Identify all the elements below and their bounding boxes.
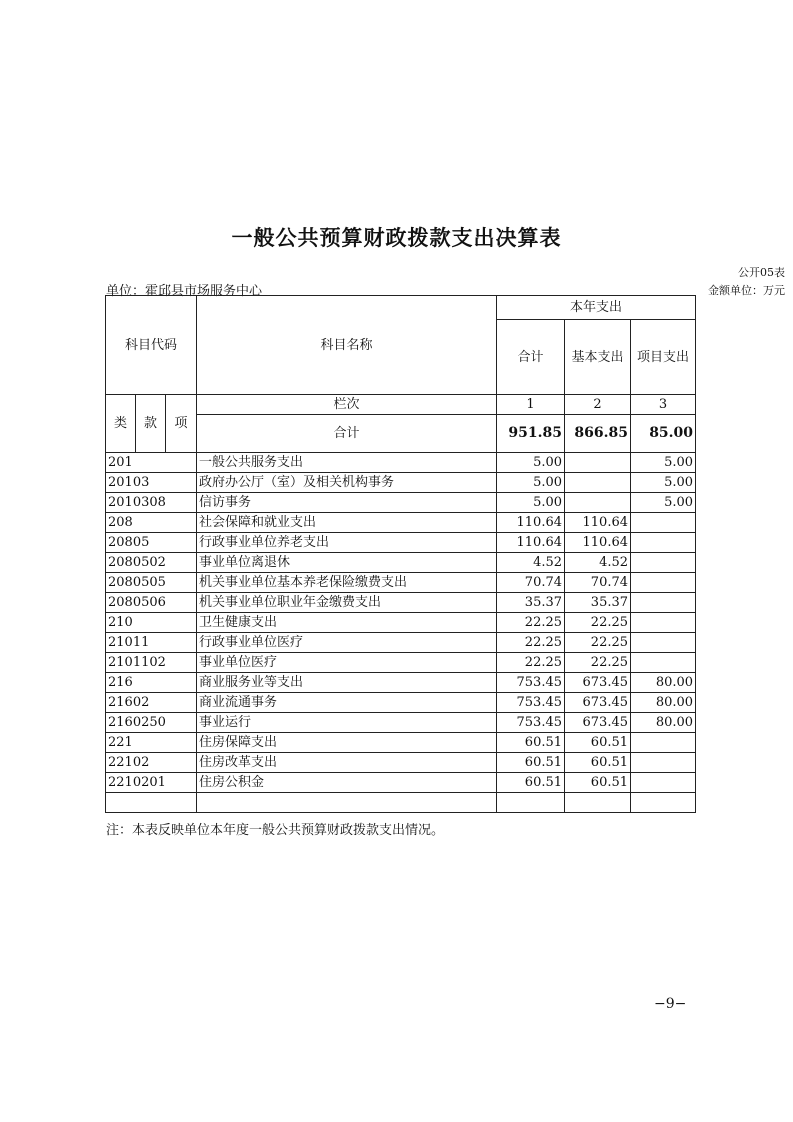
row-name (197, 793, 497, 813)
table-row (106, 713, 696, 733)
row-project: 80.00 (631, 693, 696, 713)
row-name: 一般公共服务支出 (197, 453, 497, 473)
row-name: 住房公积金 (197, 773, 497, 793)
row-project (631, 533, 696, 553)
row-basic: 22.25 (565, 613, 631, 633)
row-name: 行政事业单位养老支出 (197, 533, 497, 553)
row-total: 110.64 (497, 513, 565, 533)
row-name: 行政事业单位医疗 (197, 633, 497, 653)
header-kuan: 款 (136, 395, 166, 453)
row-project: 5.00 (631, 493, 696, 513)
header-xiang: 项 (166, 395, 197, 453)
amount-unit: 金额单位：万元 (708, 284, 785, 297)
row-code: 201 (106, 453, 197, 473)
table-row (106, 453, 696, 473)
row-code: 22102 (106, 753, 197, 773)
row-project (631, 653, 696, 673)
row-name: 事业单位离退休 (197, 553, 497, 573)
row-total: 60.51 (497, 733, 565, 753)
table-row (106, 513, 696, 533)
footnote: 注：本表反映单位本年度一般公共预算财政拨款支出情况。 (106, 823, 445, 838)
table-row (106, 793, 696, 813)
row-name: 商业服务业等支出 (197, 673, 497, 693)
header-code: 科目代码 (106, 296, 197, 395)
row-basic (565, 473, 631, 493)
row-total: 753.45 (497, 673, 565, 693)
table-row (106, 573, 696, 593)
row-code: 2101102 (106, 653, 197, 673)
column-label: 栏次 (197, 395, 497, 415)
row-name: 政府办公厅（室）及相关机构事务 (197, 473, 497, 493)
table-row (106, 753, 696, 773)
unit-name: 单位：霍邱县市场服务中心 (106, 284, 263, 299)
row-code: 216 (106, 673, 197, 693)
row-name: 机关事业单位基本养老保险缴费支出 (197, 573, 497, 593)
row-total: 5.00 (497, 453, 565, 473)
row-project (631, 773, 696, 793)
row-code: 20103 (106, 473, 197, 493)
table-row (106, 673, 696, 693)
row-code: 21602 (106, 693, 197, 713)
row-project (631, 613, 696, 633)
row-basic (565, 793, 631, 813)
row-code (106, 793, 197, 813)
table-row (106, 693, 696, 713)
row-project (631, 573, 696, 593)
row-total: 5.00 (497, 493, 565, 513)
row-project (631, 593, 696, 613)
row-name: 住房保障支出 (197, 733, 497, 753)
row-total: 110.64 (497, 533, 565, 553)
table-row (106, 653, 696, 673)
table-row (106, 613, 696, 633)
row-code: 21011 (106, 633, 197, 653)
row-total (497, 793, 565, 813)
col-index-1: 1 (497, 395, 565, 415)
row-code: 2010308 (106, 493, 197, 513)
row-code: 208 (106, 513, 197, 533)
row-total: 60.51 (497, 773, 565, 793)
row-total: 22.25 (497, 633, 565, 653)
row-name: 信访事务 (197, 493, 497, 513)
row-name: 商业流通事务 (197, 693, 497, 713)
table-row (106, 533, 696, 553)
row-basic: 70.74 (565, 573, 631, 593)
header-basic: 基本支出 (565, 320, 631, 395)
row-code: 2080502 (106, 553, 197, 573)
row-project (631, 513, 696, 533)
row-total: 22.25 (497, 653, 565, 673)
row-total: 753.45 (497, 713, 565, 733)
expenditure-table (105, 295, 696, 813)
row-code: 210 (106, 613, 197, 633)
row-basic: 110.64 (565, 513, 631, 533)
row-name: 社会保障和就业支出 (197, 513, 497, 533)
row-code: 2080506 (106, 593, 197, 613)
table-row (106, 493, 696, 513)
table-row (106, 473, 696, 493)
header-current-year: 本年支出 (497, 296, 696, 320)
sum-basic: 866.85 (565, 415, 631, 453)
sum-total: 951.85 (497, 415, 565, 453)
document-title: 一般公共预算财政拨款支出决算表 (231, 226, 562, 250)
sum-project: 85.00 (631, 415, 696, 453)
table-row (106, 553, 696, 573)
row-basic: 22.25 (565, 653, 631, 673)
table-row (106, 593, 696, 613)
col-index-3: 3 (631, 395, 696, 415)
row-basic: 110.64 (565, 533, 631, 553)
row-total: 22.25 (497, 613, 565, 633)
row-basic: 60.51 (565, 753, 631, 773)
row-basic: 35.37 (565, 593, 631, 613)
row-total: 753.45 (497, 693, 565, 713)
row-total: 4.52 (497, 553, 565, 573)
row-basic: 60.51 (565, 773, 631, 793)
col-index-2: 2 (565, 395, 631, 415)
row-basic: 673.45 (565, 713, 631, 733)
row-project (631, 753, 696, 773)
row-project: 80.00 (631, 673, 696, 693)
row-basic (565, 453, 631, 473)
row-project: 80.00 (631, 713, 696, 733)
page-number: −9− (654, 996, 687, 1012)
row-code: 2080505 (106, 573, 197, 593)
row-project: 5.00 (631, 473, 696, 493)
row-name: 事业单位医疗 (197, 653, 497, 673)
header-project: 项目支出 (631, 320, 696, 395)
row-basic (565, 493, 631, 513)
row-total: 35.37 (497, 593, 565, 613)
row-code: 2210201 (106, 773, 197, 793)
sum-label: 合计 (197, 415, 497, 453)
row-project (631, 733, 696, 753)
row-code: 2160250 (106, 713, 197, 733)
row-basic: 4.52 (565, 553, 631, 573)
header-lei: 类 (106, 395, 136, 453)
row-total: 60.51 (497, 753, 565, 773)
header-total: 合计 (497, 320, 565, 395)
row-project (631, 633, 696, 653)
row-name: 事业运行 (197, 713, 497, 733)
row-total: 5.00 (497, 473, 565, 493)
row-basic: 673.45 (565, 673, 631, 693)
row-basic: 673.45 (565, 693, 631, 713)
row-name: 卫生健康支出 (197, 613, 497, 633)
header-name: 科目名称 (197, 296, 497, 395)
row-project (631, 793, 696, 813)
row-code: 20805 (106, 533, 197, 553)
row-code: 221 (106, 733, 197, 753)
row-total: 70.74 (497, 573, 565, 593)
row-project: 5.00 (631, 453, 696, 473)
row-name: 机关事业单位职业年金缴费支出 (197, 593, 497, 613)
table-row (106, 773, 696, 793)
row-name: 住房改革支出 (197, 753, 497, 773)
form-number: 公开05表 (738, 266, 785, 279)
row-basic: 60.51 (565, 733, 631, 753)
table-row (106, 733, 696, 753)
row-project (631, 553, 696, 573)
row-basic: 22.25 (565, 633, 631, 653)
table-row (106, 633, 696, 653)
